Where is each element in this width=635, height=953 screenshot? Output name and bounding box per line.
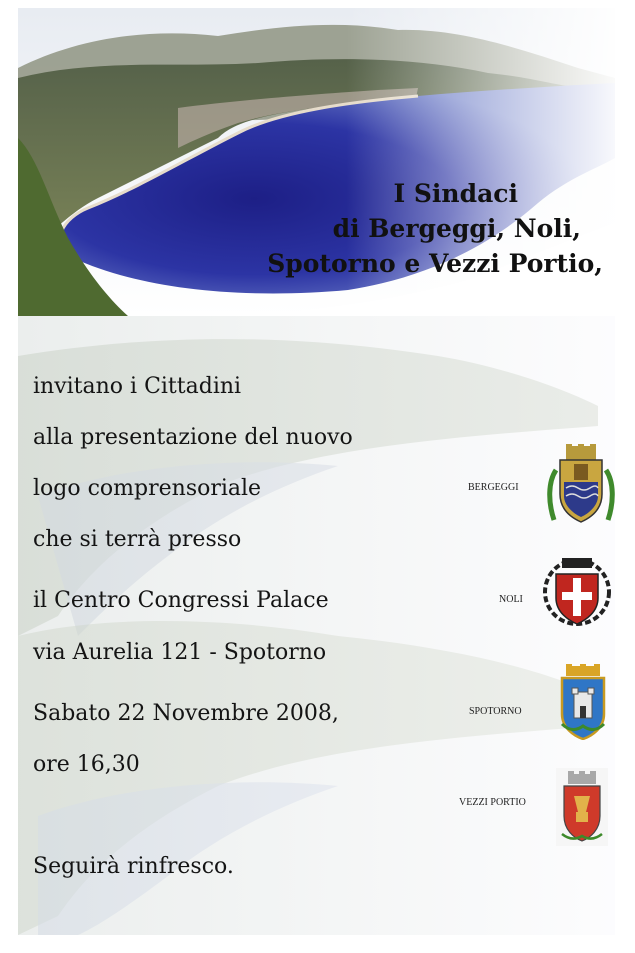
vezzi-portio-coat-of-arms-icon	[556, 768, 608, 846]
body-line-venue: il Centro Congressi Palace	[33, 588, 329, 613]
body-line-logo: logo comprensoriale	[33, 476, 262, 501]
emblem-label-noli: NOLI	[499, 594, 523, 605]
body-line-address: via Aurelia 121 - Spotorno	[33, 640, 327, 665]
emblem-label-vezzi-portio: VEZZI PORTIO	[459, 797, 526, 808]
faded-coastline-background	[18, 316, 615, 935]
body-line-invitation: invitano i Cittadini	[33, 374, 242, 399]
title-line-3: Spotorno e Vezzi Portio,	[267, 249, 603, 278]
title-line-1: I Sindaci	[393, 179, 518, 208]
emblem-label-spotorno: SPOTORNO	[469, 706, 522, 717]
body-line-refreshments: Seguirà rinfresco.	[33, 854, 234, 879]
body-line-presentation: alla presentazione del nuovo	[33, 425, 353, 450]
invitation-page	[18, 8, 615, 935]
bergeggi-coat-of-arms-icon	[546, 442, 615, 528]
invitation-title	[267, 176, 603, 281]
spotorno-coat-of-arms-icon	[558, 664, 608, 740]
emblem-label-bergeggi: BERGEGGI	[468, 482, 519, 493]
body-line-date: Sabato 22 Novembre 2008,	[33, 701, 339, 726]
body-line-time: ore 16,30	[33, 752, 140, 777]
noli-coat-of-arms-icon	[542, 554, 612, 628]
title-line-2: di Bergeggi, Noli,	[332, 214, 581, 243]
body-line-venue-intro: che si terrà presso	[33, 527, 242, 552]
